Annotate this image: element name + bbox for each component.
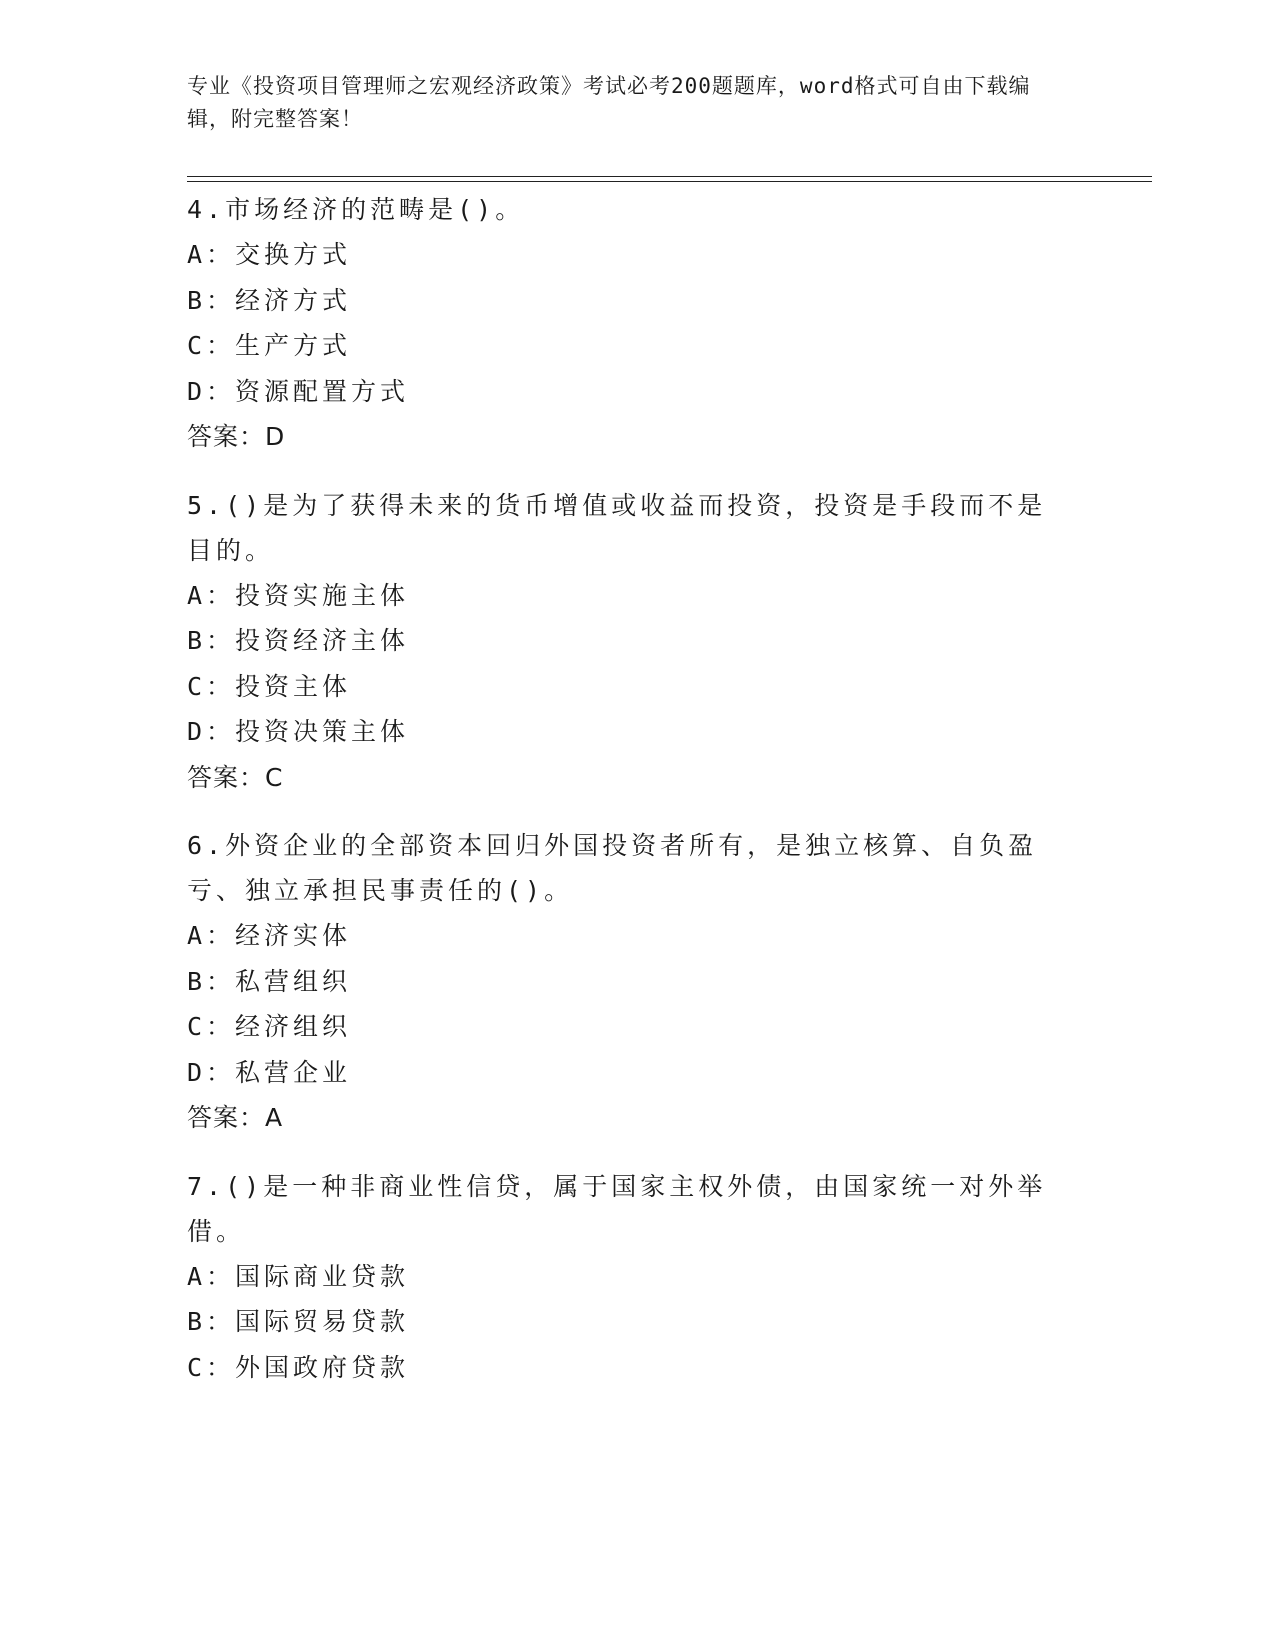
question-stem: 4.市场经济的范畴是()。 <box>187 195 525 224</box>
option-d: D：投资决策主体 <box>187 717 410 746</box>
document-header: 专业《投资项目管理师之宏观经济政策》考试必考200题题库，word格式可自由下载编辑，附完整答案！ <box>187 74 1031 131</box>
option-c: C：经济组织 <box>187 1012 352 1041</box>
option-a: A：交换方式 <box>187 240 352 269</box>
option-c: C：生产方式 <box>187 331 352 360</box>
header-divider-bottom <box>187 181 1152 182</box>
question-stem: 7.()是一种非商业性信贷，属于国家主权外债，由国家统一对外举借。 <box>187 1171 1047 1246</box>
option-a: A：投资实施主体 <box>187 580 410 610</box>
question-4 <box>187 187 1067 460</box>
option-b: B：投资经济主体 <box>187 626 410 655</box>
question-list <box>187 187 1067 1413</box>
header-divider-top <box>187 176 1152 177</box>
option-d: D：资源配置方式 <box>187 376 410 406</box>
answer: 答案：A <box>187 1103 284 1132</box>
answer: 答案：D <box>187 422 286 451</box>
question-5 <box>187 483 1067 801</box>
option-b: B：经济方式 <box>187 285 352 315</box>
option-b: B：私营组织 <box>187 966 352 996</box>
question-stem: 5.()是为了获得未来的货币增值或收益而投资，投资是手段而不是目的。 <box>187 490 1047 565</box>
option-b: B：国际贸易贷款 <box>187 1307 410 1336</box>
question-stem: 6.外资企业的全部资本回归外国投资者所有，是独立核算、自负盈亏、独立承担民事责任的()。 <box>187 831 1038 905</box>
question-7 <box>187 1164 1067 1391</box>
option-a: A：经济实体 <box>187 921 352 950</box>
question-6 <box>187 823 1067 1141</box>
answer: 答案：C <box>187 762 284 792</box>
option-c: C：外国政府贷款 <box>187 1352 410 1382</box>
option-d: D：私营企业 <box>187 1057 352 1087</box>
option-a: A：国际商业贷款 <box>187 1261 410 1291</box>
option-c: C：投资主体 <box>187 671 352 701</box>
